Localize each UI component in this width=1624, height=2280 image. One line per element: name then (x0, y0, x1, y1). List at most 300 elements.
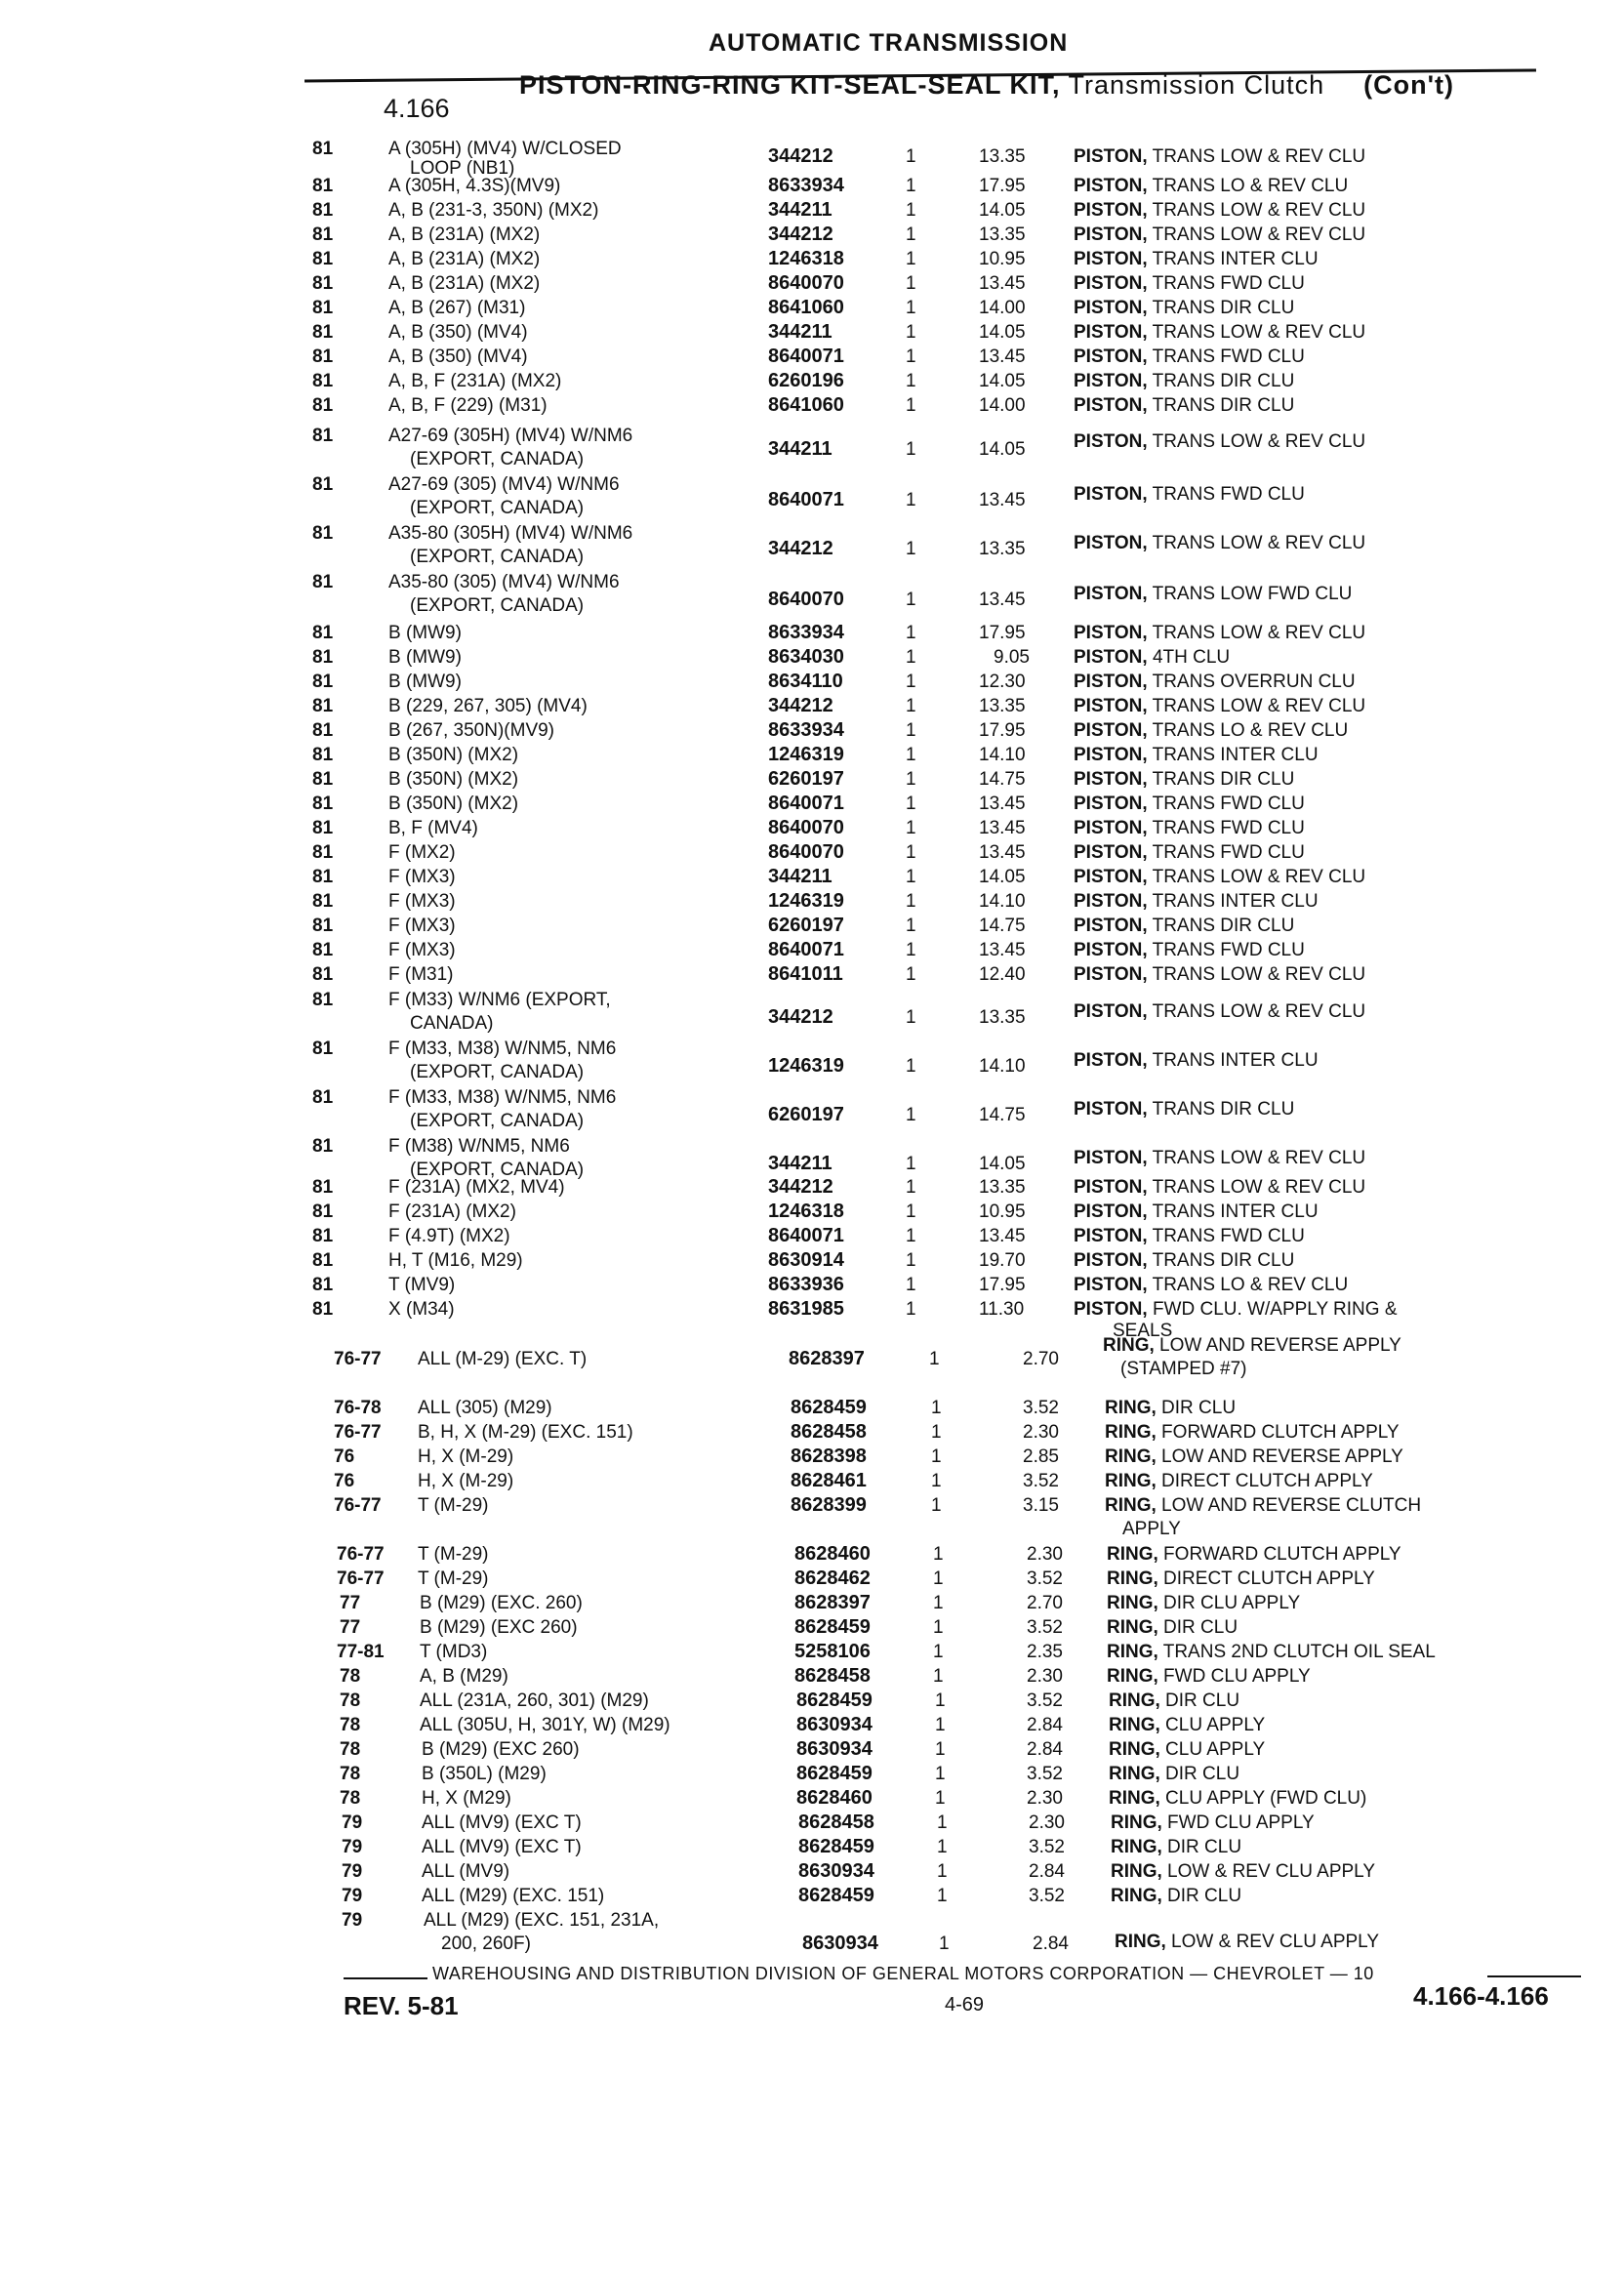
quantity-cell: 1 (906, 623, 916, 643)
year-cell: 81 (312, 720, 334, 741)
year-cell: 81 (312, 794, 334, 814)
part-number-cell: 8641060 (768, 394, 844, 416)
part-number-cell: 8630934 (796, 1714, 873, 1735)
year-cell: 76-77 (334, 1495, 382, 1516)
application-cell: A (305H, 4.3S)(MV9) (388, 176, 561, 196)
year-cell: 81 (312, 346, 334, 367)
price-cell: 3.52 (1027, 1617, 1063, 1638)
year-cell: 81 (312, 523, 334, 544)
year-cell: 77 (340, 1617, 361, 1638)
price-cell: 2.70 (1023, 1349, 1059, 1369)
year-cell: 78 (340, 1715, 361, 1735)
year-cell: 81 (312, 200, 334, 221)
quantity-cell: 1 (906, 672, 916, 692)
description-cell: PISTON, TRANS FWD CLU (1074, 794, 1305, 814)
application-cell: A27-69 (305) (MV4) W/NM6 (388, 474, 620, 495)
part-number-cell: 8628459 (796, 1690, 873, 1711)
year-cell: 79 (342, 1837, 363, 1857)
description-cell: PISTON, TRANS LOW & REV CLU (1074, 224, 1366, 245)
part-number-cell: 8630934 (802, 1933, 878, 1954)
part-number-cell: 8628461 (791, 1470, 867, 1491)
description-cell: PISTON, TRANS LOW & REV CLU (1074, 867, 1366, 887)
description-cell: PISTON, TRANS LOW & REV CLU (1074, 322, 1366, 343)
application-cell: A, B (350) (MV4) (388, 346, 528, 367)
price-cell: 13.35 (979, 539, 1026, 559)
quantity-cell: 1 (906, 647, 916, 668)
price-cell: 3.52 (1023, 1398, 1059, 1418)
application-cell: A27-69 (305H) (MV4) W/NM6 (388, 426, 633, 446)
part-number-cell: 8628459 (791, 1397, 867, 1418)
application-cell: T (MV9) (388, 1275, 456, 1295)
application-cell-cont: LOOP (NB1) (410, 158, 515, 179)
part-number-cell: 8634110 (768, 671, 843, 692)
year-cell: 81 (312, 1250, 334, 1271)
price-cell: 2.84 (1027, 1739, 1063, 1760)
price-cell: 3.52 (1023, 1471, 1059, 1491)
price-cell: 14.05 (979, 439, 1026, 460)
description-cell: PISTON, TRANS OVERRUN CLU (1074, 672, 1356, 692)
quantity-cell: 1 (937, 1886, 948, 1906)
year-cell: 81 (312, 572, 334, 592)
price-cell: 11.30 (979, 1299, 1025, 1320)
application-cell: B, F (MV4) (388, 818, 478, 838)
description-cell: RING, LOW AND REVERSE CLUTCH (1105, 1495, 1422, 1516)
application-cell: ALL (MV9) (EXC T) (422, 1812, 582, 1833)
description-cell: PISTON, TRANS DIR CLU (1074, 1099, 1295, 1120)
part-number-cell: 344212 (768, 145, 833, 167)
price-cell: 14.05 (979, 200, 1026, 221)
part-number-cell: 344211 (768, 321, 832, 343)
price-cell: 9.05 (994, 647, 1030, 668)
price-cell: 14.05 (979, 322, 1026, 343)
application-cell: H, T (M16, M29) (388, 1250, 523, 1271)
application-cell: B (267, 350N)(MV9) (388, 720, 555, 741)
description-cell: RING, DIR CLU (1105, 1398, 1237, 1418)
description-cell: RING, LOW AND REVERSE APPLY (1103, 1335, 1401, 1356)
application-cell-cont: (EXPORT, CANADA) (410, 449, 585, 469)
price-cell: 13.35 (979, 696, 1026, 716)
continued-label: (Con't) (1363, 70, 1455, 100)
price-cell: 14.05 (979, 371, 1026, 391)
price-cell: 12.40 (979, 964, 1026, 985)
application-cell: A, B (267) (M31) (388, 298, 526, 318)
part-number-cell: 344211 (768, 1153, 832, 1174)
year-cell: 81 (312, 426, 334, 446)
price-cell: 2.70 (1027, 1593, 1063, 1613)
description-cell: PISTON, TRANS FWD CLU (1074, 346, 1305, 367)
application-cell: ALL (305) (M29) (418, 1398, 552, 1418)
part-number-cell: 8628460 (796, 1787, 873, 1809)
year-cell: 81 (312, 769, 334, 790)
quantity-cell: 1 (906, 490, 916, 510)
quantity-cell: 1 (931, 1446, 942, 1467)
year-cell: 76 (334, 1446, 355, 1467)
quantity-cell: 1 (906, 769, 916, 790)
application-cell: A35-80 (305) (MV4) W/NM6 (388, 572, 620, 592)
year-cell: 81 (312, 672, 334, 692)
price-cell: 13.45 (979, 490, 1026, 510)
description-cell: RING, DIR CLU (1111, 1886, 1242, 1906)
year-cell: 76-77 (337, 1568, 385, 1589)
part-number-cell: 1246319 (768, 1055, 844, 1077)
price-cell: 10.95 (979, 249, 1026, 269)
year-cell: 78 (340, 1666, 361, 1687)
quantity-cell: 1 (906, 794, 916, 814)
description-cell-cont: (STAMPED #7) (1120, 1359, 1247, 1379)
application-cell: F (MX3) (388, 891, 456, 912)
description-cell: PISTON, 4TH CLU (1074, 647, 1231, 668)
application-cell: ALL (MV9) (422, 1861, 510, 1882)
quantity-cell: 1 (906, 842, 916, 863)
part-number-cell: 8640070 (768, 817, 844, 838)
year-cell: 76 (334, 1471, 355, 1491)
description-cell-cont: APPLY (1122, 1519, 1181, 1539)
price-cell: 14.10 (979, 891, 1026, 912)
description-cell: PISTON, TRANS LOW & REV CLU (1074, 964, 1366, 985)
price-cell: 13.45 (979, 590, 1026, 610)
quantity-cell: 1 (906, 346, 916, 367)
description-cell: PISTON, TRANS INTER CLU (1074, 1050, 1319, 1071)
part-number-cell: 344211 (768, 199, 832, 221)
application-cell: A, B, F (231A) (MX2) (388, 371, 562, 391)
part-number-cell: 6260196 (768, 370, 844, 391)
description-cell: RING, CLU APPLY (1109, 1715, 1266, 1735)
part-number-cell: 8641060 (768, 297, 844, 318)
description-cell: RING, DIR CLU (1109, 1764, 1240, 1784)
quantity-cell: 1 (906, 745, 916, 765)
quantity-cell: 1 (935, 1715, 946, 1735)
description-cell: RING, DIR CLU (1107, 1617, 1238, 1638)
application-cell: F (231A) (MX2) (388, 1201, 516, 1222)
application-cell: B (350N) (MX2) (388, 794, 519, 814)
price-cell: 13.45 (979, 1226, 1026, 1246)
price-cell: 14.75 (979, 769, 1026, 790)
part-number-cell: 8634030 (768, 646, 844, 668)
application-cell: ALL (M29) (EXC. 151, 231A, (424, 1910, 660, 1931)
part-number-cell: 8628459 (798, 1836, 874, 1857)
price-cell: 3.52 (1029, 1837, 1065, 1857)
publisher-line: WAREHOUSING AND DISTRIBUTION DIVISION OF GENERAL MOTORS CORPORATION — CHEVROLET — 10 (432, 1964, 1374, 1983)
year-cell: 81 (312, 298, 334, 318)
description-cell: RING, FWD CLU APPLY (1107, 1666, 1311, 1687)
application-cell: F (MX3) (388, 916, 456, 936)
application-cell: ALL (M-29) (EXC. T) (418, 1349, 588, 1369)
year-cell: 81 (312, 964, 334, 985)
part-number-cell: 344211 (768, 438, 832, 460)
part-number-cell: 8628459 (798, 1885, 874, 1906)
price-cell: 3.52 (1027, 1690, 1063, 1711)
year-cell: 79 (342, 1910, 363, 1931)
part-number-cell: 344212 (768, 1006, 833, 1028)
part-number-cell: 8628462 (794, 1568, 871, 1589)
year-cell: 81 (312, 696, 334, 716)
year-cell: 81 (312, 1201, 334, 1222)
application-cell: F (231A) (MX2, MV4) (388, 1177, 565, 1198)
footer-rule-left (344, 1977, 427, 1979)
quantity-cell: 1 (906, 1154, 916, 1174)
part-number-cell: 8640071 (768, 939, 844, 960)
part-number-cell: 1246319 (768, 744, 844, 765)
year-cell: 81 (312, 916, 334, 936)
quantity-cell: 1 (939, 1934, 950, 1954)
description-cell: RING, LOW & REV CLU APPLY (1111, 1861, 1376, 1882)
year-cell: 81 (312, 1226, 334, 1246)
year-cell: 79 (342, 1812, 363, 1833)
part-number-cell: 344212 (768, 538, 833, 559)
year-cell: 76-77 (337, 1544, 385, 1565)
quantity-cell: 1 (933, 1568, 944, 1589)
price-cell: 14.75 (979, 1105, 1026, 1125)
quantity-cell: 1 (906, 1105, 916, 1125)
quantity-cell: 1 (906, 1226, 916, 1246)
year-cell: 81 (312, 1038, 334, 1059)
quantity-cell: 1 (906, 720, 916, 741)
year-cell: 81 (312, 842, 334, 863)
description-cell: RING, CLU APPLY (1109, 1739, 1266, 1760)
part-number-cell: 8628397 (794, 1592, 871, 1613)
quantity-cell: 1 (906, 818, 916, 838)
application-cell: B (229, 267, 305) (MV4) (388, 696, 588, 716)
application-cell: B (350N) (MX2) (388, 745, 519, 765)
quantity-cell: 1 (933, 1544, 944, 1565)
year-cell: 81 (312, 322, 334, 343)
description-cell: RING, DIRECT CLUTCH APPLY (1107, 1568, 1375, 1589)
year-cell: 81 (312, 273, 334, 294)
description-cell: PISTON, TRANS LO & REV CLU (1074, 1275, 1349, 1295)
description-cell: RING, DIR CLU APPLY (1107, 1593, 1301, 1613)
application-cell: F (MX3) (388, 940, 456, 960)
application-cell: B (MW9) (388, 672, 462, 692)
application-cell: A, B (231A) (MX2) (388, 249, 541, 269)
description-cell: PISTON, TRANS FWD CLU (1074, 484, 1305, 505)
description-cell: RING, DIRECT CLUTCH APPLY (1105, 1471, 1373, 1491)
quantity-cell: 1 (906, 439, 916, 460)
application-cell: ALL (305U, H, 301Y, W) (M29) (420, 1715, 670, 1735)
application-cell: T (M-29) (418, 1495, 489, 1516)
price-cell: 13.35 (979, 224, 1026, 245)
part-number-cell: 344212 (768, 695, 833, 716)
price-cell: 2.35 (1027, 1642, 1063, 1662)
part-number-cell: 8633934 (768, 719, 844, 741)
year-cell: 81 (312, 1299, 334, 1320)
application-cell: B (350N) (MX2) (388, 769, 519, 790)
price-cell: 17.95 (979, 623, 1026, 643)
quantity-cell: 1 (906, 1201, 916, 1222)
part-number-cell: 8630934 (796, 1738, 873, 1760)
application-cell: F (M33, M38) W/NM5, NM6 (388, 1087, 617, 1108)
application-cell: A, B (231A) (MX2) (388, 224, 541, 245)
year-cell: 81 (312, 371, 334, 391)
part-number-cell: 1246318 (768, 248, 844, 269)
application-cell: ALL (231A, 260, 301) (M29) (420, 1690, 649, 1711)
application-cell-cont: (EXPORT, CANADA) (410, 1160, 585, 1180)
description-cell: RING, LOW AND REVERSE APPLY (1105, 1446, 1403, 1467)
application-cell: ALL (M29) (EXC. 151) (422, 1886, 605, 1906)
part-number-cell: 6260197 (768, 915, 844, 936)
description-cell: PISTON, TRANS DIR CLU (1074, 371, 1295, 391)
description-cell: PISTON, TRANS FWD CLU (1074, 842, 1305, 863)
year-cell: 81 (312, 745, 334, 765)
price-cell: 14.10 (979, 745, 1026, 765)
quantity-cell: 1 (933, 1617, 944, 1638)
quantity-cell: 1 (906, 371, 916, 391)
quantity-cell: 1 (935, 1764, 946, 1784)
application-cell: H, X (M-29) (418, 1446, 514, 1467)
description-cell: RING, DIR CLU (1111, 1837, 1242, 1857)
description-cell: RING, FWD CLU APPLY (1111, 1812, 1315, 1833)
part-number-cell: 8633934 (768, 175, 844, 196)
year-cell: 76-77 (334, 1422, 382, 1443)
price-cell: 2.84 (1029, 1861, 1065, 1882)
price-cell: 13.45 (979, 273, 1026, 294)
application-cell: A, B, F (229) (M31) (388, 395, 548, 416)
price-cell: 2.30 (1027, 1666, 1063, 1687)
description-cell: PISTON, FWD CLU. W/APPLY RING & (1074, 1299, 1398, 1320)
application-cell: F (M33) W/NM6 (EXPORT, (388, 990, 611, 1010)
application-cell-cont: (EXPORT, CANADA) (410, 595, 585, 616)
price-cell: 14.10 (979, 1056, 1026, 1077)
price-cell: 14.05 (979, 867, 1026, 887)
description-cell: RING, FORWARD CLUTCH APPLY (1107, 1544, 1401, 1565)
quantity-cell: 1 (906, 1007, 916, 1028)
year-cell: 81 (312, 139, 334, 159)
year-cell: 81 (312, 990, 334, 1010)
part-number-cell: 1246319 (768, 890, 844, 912)
quantity-cell: 1 (906, 273, 916, 294)
year-cell: 79 (342, 1886, 363, 1906)
part-number-cell: 8628460 (794, 1543, 871, 1565)
quantity-cell: 1 (906, 176, 916, 196)
group-number: 4.166 (384, 94, 450, 123)
price-cell: 13.35 (979, 146, 1026, 167)
quantity-cell: 1 (906, 1177, 916, 1198)
part-number-cell: 8640071 (768, 793, 844, 814)
description-cell: PISTON, TRANS LOW & REV CLU (1074, 533, 1366, 553)
quantity-cell: 1 (906, 590, 916, 610)
year-cell: 81 (312, 1136, 334, 1157)
year-cell: 81 (312, 623, 334, 643)
year-cell: 78 (340, 1788, 361, 1809)
part-number-cell: 8640070 (768, 589, 844, 610)
year-cell: 81 (312, 647, 334, 668)
price-cell: 17.95 (979, 720, 1026, 741)
description-cell: PISTON, TRANS LO & REV CLU (1074, 720, 1349, 741)
description-cell: PISTON, TRANS LOW & REV CLU (1074, 623, 1366, 643)
application-cell: A, B (231-3, 350N) (MX2) (388, 200, 599, 221)
price-cell: 13.35 (979, 1007, 1026, 1028)
application-cell: T (M-29) (418, 1544, 489, 1565)
quantity-cell: 1 (906, 867, 916, 887)
description-cell: PISTON, TRANS FWD CLU (1074, 1226, 1305, 1246)
quantity-cell: 1 (906, 916, 916, 936)
price-cell: 3.52 (1029, 1886, 1065, 1906)
year-cell: 76-77 (334, 1349, 382, 1369)
price-cell: 2.84 (1033, 1934, 1069, 1954)
price-cell: 13.45 (979, 940, 1026, 960)
application-cell: T (M-29) (418, 1568, 489, 1589)
quantity-cell: 1 (906, 322, 916, 343)
quantity-cell: 1 (906, 1299, 916, 1320)
quantity-cell: 1 (933, 1593, 944, 1613)
year-cell: 78 (340, 1739, 361, 1760)
part-number-cell: 8640071 (768, 346, 844, 367)
quantity-cell: 1 (906, 249, 916, 269)
year-cell: 81 (312, 395, 334, 416)
price-cell: 13.45 (979, 818, 1026, 838)
description-cell: RING, CLU APPLY (FWD CLU) (1109, 1788, 1367, 1809)
price-cell: 2.84 (1027, 1715, 1063, 1735)
price-cell: 13.35 (979, 1177, 1026, 1198)
description-cell: PISTON, TRANS LOW FWD CLU (1074, 584, 1353, 604)
part-number-cell: 8628397 (789, 1348, 865, 1369)
year-cell: 81 (312, 818, 334, 838)
part-number-cell: 344211 (768, 866, 832, 887)
part-number-cell: 8633934 (768, 622, 844, 643)
application-cell: H, X (M29) (422, 1788, 511, 1809)
description-cell: PISTON, TRANS INTER CLU (1074, 249, 1319, 269)
year-cell: 77-81 (337, 1642, 385, 1662)
price-cell: 10.95 (979, 1201, 1026, 1222)
description-cell-cont: SEALS (1113, 1321, 1173, 1341)
description-cell: PISTON, TRANS LOW & REV CLU (1074, 1001, 1366, 1022)
part-number-cell: 8628458 (791, 1421, 867, 1443)
price-cell: 2.30 (1029, 1812, 1065, 1833)
description-cell: PISTON, TRANS FWD CLU (1074, 273, 1305, 294)
part-number-cell: 1246318 (768, 1201, 844, 1222)
description-cell: PISTON, TRANS LOW & REV CLU (1074, 146, 1366, 167)
description-cell: PISTON, TRANS FWD CLU (1074, 818, 1305, 838)
price-cell: 2.30 (1023, 1422, 1059, 1443)
price-cell: 3.52 (1027, 1568, 1063, 1589)
price-cell: 2.85 (1023, 1446, 1059, 1467)
quantity-cell: 1 (906, 539, 916, 559)
year-cell: 81 (312, 1087, 334, 1108)
quantity-cell: 1 (929, 1349, 940, 1369)
description-cell: RING, LOW & REV CLU APPLY (1115, 1932, 1380, 1952)
application-cell: F (4.9T) (MX2) (388, 1226, 510, 1246)
part-number-cell: 6260197 (768, 1104, 844, 1125)
description-cell: PISTON, TRANS INTER CLU (1074, 1201, 1319, 1222)
quantity-cell: 1 (931, 1398, 942, 1418)
application-cell-cont: CANADA) (410, 1013, 494, 1034)
application-cell: B (M29) (EXC 260) (422, 1739, 580, 1760)
price-cell: 17.95 (979, 176, 1026, 196)
part-number-cell: 8640070 (768, 272, 844, 294)
application-cell: X (M34) (388, 1299, 455, 1320)
application-cell-cont: 200, 260F) (441, 1934, 531, 1954)
quantity-cell: 1 (935, 1690, 946, 1711)
application-cell: B (M29) (EXC. 260) (420, 1593, 583, 1613)
application-cell: T (MD3) (420, 1642, 488, 1662)
part-number-cell: 8633936 (768, 1274, 844, 1295)
price-cell: 3.15 (1023, 1495, 1059, 1516)
part-number-cell: 8641011 (768, 963, 843, 985)
application-cell-cont: (EXPORT, CANADA) (410, 547, 585, 567)
quantity-cell: 1 (906, 1250, 916, 1271)
application-cell: F (MX2) (388, 842, 456, 863)
price-cell: 14.00 (979, 395, 1026, 416)
part-number-cell: 8640071 (768, 489, 844, 510)
revision-label: REV. 5-81 (344, 1991, 459, 2020)
description-cell: PISTON, TRANS DIR CLU (1074, 769, 1295, 790)
application-cell: F (MX3) (388, 867, 456, 887)
price-cell: 3.52 (1027, 1764, 1063, 1784)
group-reference: 4.166-4.166 (1413, 1981, 1549, 2011)
quantity-cell: 1 (906, 940, 916, 960)
description-cell: RING, FORWARD CLUTCH APPLY (1105, 1422, 1400, 1443)
part-number-cell: 8631985 (768, 1298, 844, 1320)
application-cell: A (305H) (MV4) W/CLOSED (388, 139, 622, 159)
